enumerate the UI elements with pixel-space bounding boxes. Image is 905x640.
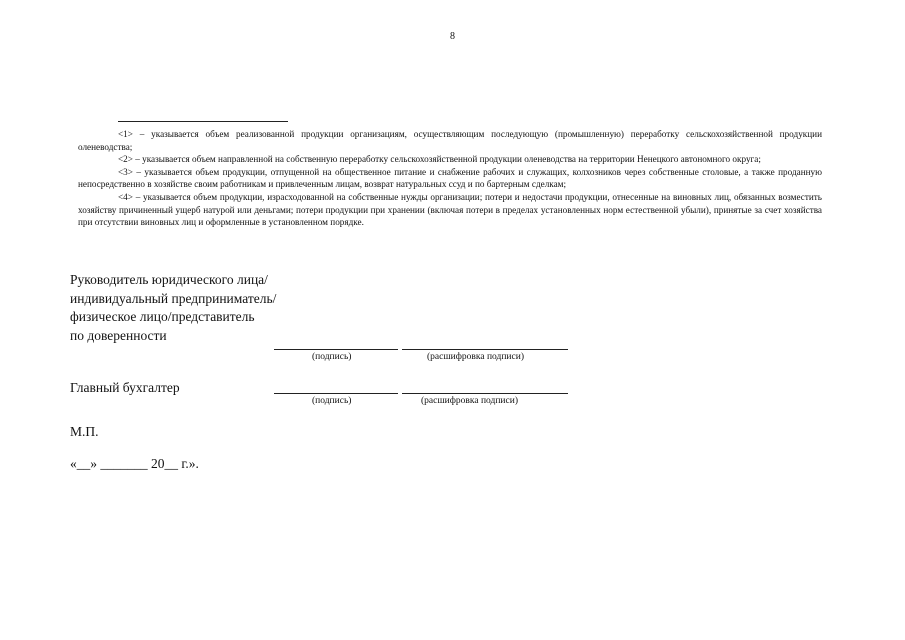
footnotes (78, 128, 822, 229)
footnote-1: <1> – указывается объем реализованной продукции организациям, осуществляющим последующую (промышленную) переработку сельскохозяйственной продукции оленеводства; (78, 129, 822, 152)
footnote-4: <4> – указывается объем продукции, израсходованной на собственные нужды организации; потери и недостачи продукции, отнесенные на виновных лиц, обязанных возместить хозяйству причиненный ущерб натурой или деньгами; потери продукции при хранении (включая потери в пределах установленных норм естественной убыли), принятые за счет хозяйства при отсутствии виновных лиц и оформленные в установленном порядке. (78, 191, 822, 228)
accountant-decoding-line (402, 393, 568, 394)
head-signer-line: Руководитель юридического лица/ (70, 272, 268, 287)
head-signer-line: по доверенности (70, 327, 167, 343)
accountant-signature-caption: (подпись) (312, 396, 352, 406)
footnote-3: <3> – указывается объем продукции, отпущенной на общественное питание и снабжение рабочих и служащих, колхозников через собственные столовые, а также проданную непосредственно в хозяйстве своим работникам и привлеченным лицам, возврат натуральных ссуд и по бартерным сделкам; (78, 166, 822, 190)
head-decoding-line (402, 349, 568, 350)
page-number: 8 (450, 31, 455, 42)
accountant-title: Главный бухгалтер (70, 380, 180, 395)
stamp-label: М.П. (70, 424, 99, 439)
head-signer-line: индивидуальный предприниматель/ (70, 290, 277, 306)
head-signer-line: физическое лицо/представитель (70, 309, 255, 324)
head-signature-line (274, 349, 398, 350)
date-line: «__» _______ 20__ г.». (70, 456, 199, 471)
head-decoding-caption: (расшифровка подписи) (427, 352, 524, 362)
footnote-2: <2> – указывается объем направленной на собственную переработку сельскохозяйственной продукции оленеводства на территории Ненецкого автономного округа; (118, 154, 761, 165)
footnote-separator (118, 121, 288, 122)
accountant-signature-line (274, 393, 398, 394)
accountant-decoding-caption: (расшифровка подписи) (421, 396, 518, 406)
head-signer-title (70, 271, 276, 345)
head-signature-caption: (подпись) (312, 352, 352, 362)
